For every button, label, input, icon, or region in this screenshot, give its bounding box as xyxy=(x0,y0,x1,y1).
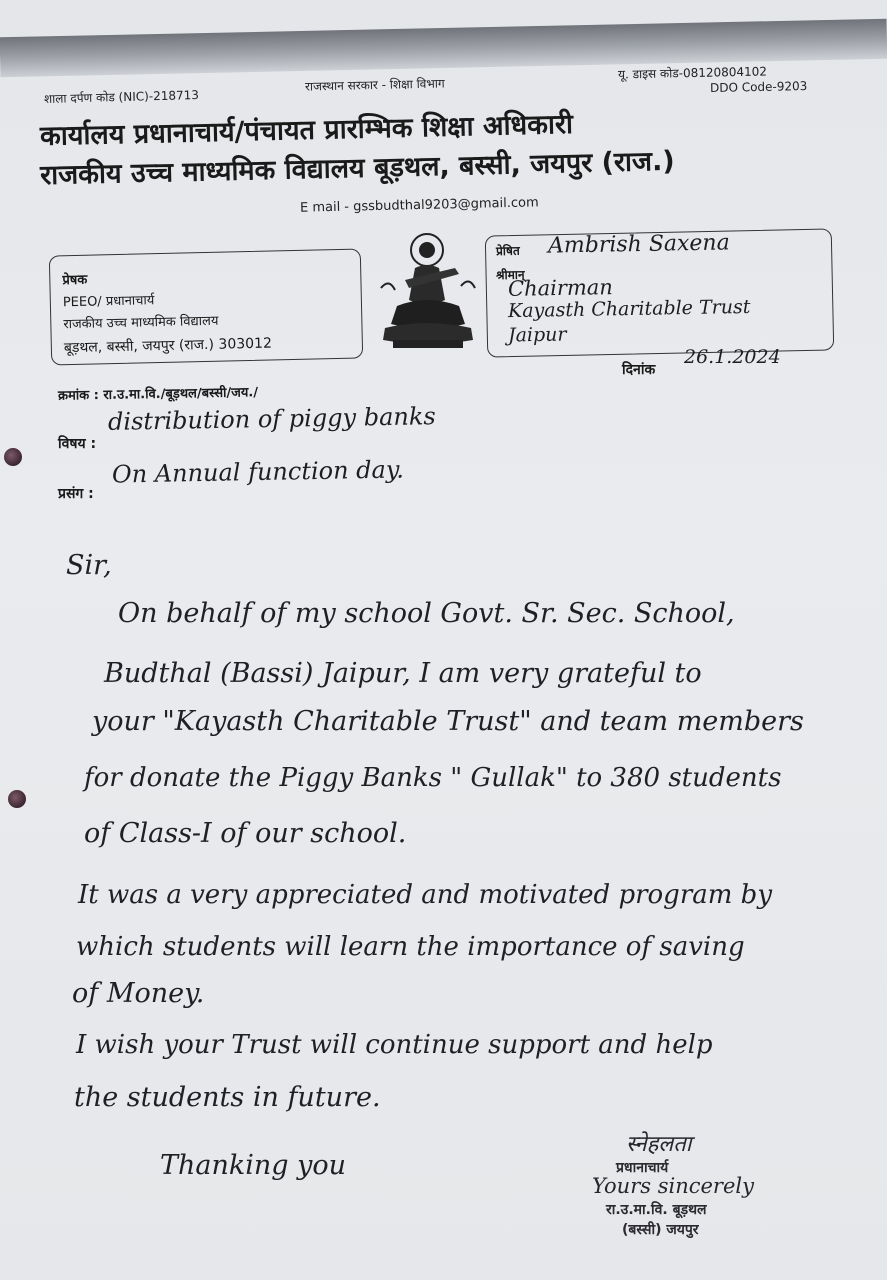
punch-hole xyxy=(4,448,22,466)
closing: Thanking you xyxy=(160,1150,347,1181)
govt-department: राजस्थान सरकार - शिक्षा विभाग xyxy=(304,76,445,94)
udise-code: यू. डाइस कोड-08120804102 xyxy=(617,64,768,82)
saraswati-emblem xyxy=(375,228,480,353)
yours-sincerely: Yours sincerely xyxy=(592,1174,754,1198)
body-line: On behalf of my school Govt. Sr. Sec. School, xyxy=(118,598,735,629)
body-line: Budthal (Bassi) Jaipur, I am very grateful to xyxy=(104,658,702,689)
stamp-school: रा.उ.मा.वि. बूड़थल xyxy=(606,1202,707,1218)
body-line: which students will learn the importance of saving xyxy=(76,932,745,962)
signature: स्नेहलता xyxy=(626,1132,692,1157)
sender-line1: PEEO/ प्रधानाचार्य xyxy=(62,293,155,311)
sender-label: प्रेषक xyxy=(62,272,88,289)
subject-label: विषय : xyxy=(58,436,97,452)
body-line: of Class-I of our school. xyxy=(84,818,407,849)
salutation: Sir, xyxy=(66,550,112,581)
recipient-line2: Kayasth Charitable Trust xyxy=(507,295,751,323)
school-email: E mail - gssbudthal9203@gmail.com xyxy=(299,195,539,216)
body-line: I wish your Trust will continue support and help xyxy=(76,1030,713,1060)
body-line: It was a very appreciated and motivated program by xyxy=(78,880,773,910)
body-line: your "Kayasth Charitable Trust" and team members xyxy=(92,706,804,737)
date-value: 26.1.2024 xyxy=(684,346,781,368)
ddo-code: DDO Code-9203 xyxy=(709,78,808,96)
reference-number: क्रमांक : रा.उ.मा.वि./बूड़थल/बस्सी/जय./ xyxy=(57,385,259,404)
body-line: the students in future. xyxy=(74,1082,381,1113)
recipient-name: Ambrish Saxena xyxy=(547,230,730,259)
context-label: प्रसंग : xyxy=(58,486,94,502)
school-title: राजकीय उच्च माध्यमिक विद्यालय बूड़थल, बस्सी, जयपुर (राज.) xyxy=(39,145,675,192)
recipient-label: प्रेषित xyxy=(495,243,520,259)
stamp-title: प्रधानाचार्य xyxy=(616,1160,669,1176)
shriman-label: श्रीमान् xyxy=(495,267,525,283)
sender-line2: राजकीय उच्च माध्यमिक विद्यालय xyxy=(63,313,219,333)
sender-line3: बूड़थल, बस्सी, जयपुर (राज.) 303012 xyxy=(63,335,273,357)
office-title: कार्यालय प्रधानाचार्य/पंचायत प्रारम्भिक शिक्षा अधिकारी xyxy=(39,108,574,153)
recipient-line3: Jaipur xyxy=(507,323,567,347)
stamp-location: (बस्सी) जयपुर xyxy=(622,1222,699,1238)
sender-box xyxy=(49,248,363,365)
context-value: On Annual function day. xyxy=(111,455,405,489)
recipient-line1: Chairman xyxy=(507,275,614,301)
dise-code: शाला दर्पण कोड (NIC)-218713 xyxy=(43,87,200,107)
punch-hole xyxy=(8,790,26,808)
date-label: दिनांक xyxy=(622,362,656,378)
body-line: for donate the Piggy Banks " Gullak" to 380 students xyxy=(84,763,782,793)
subject-value: distribution of piggy banks xyxy=(107,402,436,436)
body-line: of Money. xyxy=(72,978,205,1009)
